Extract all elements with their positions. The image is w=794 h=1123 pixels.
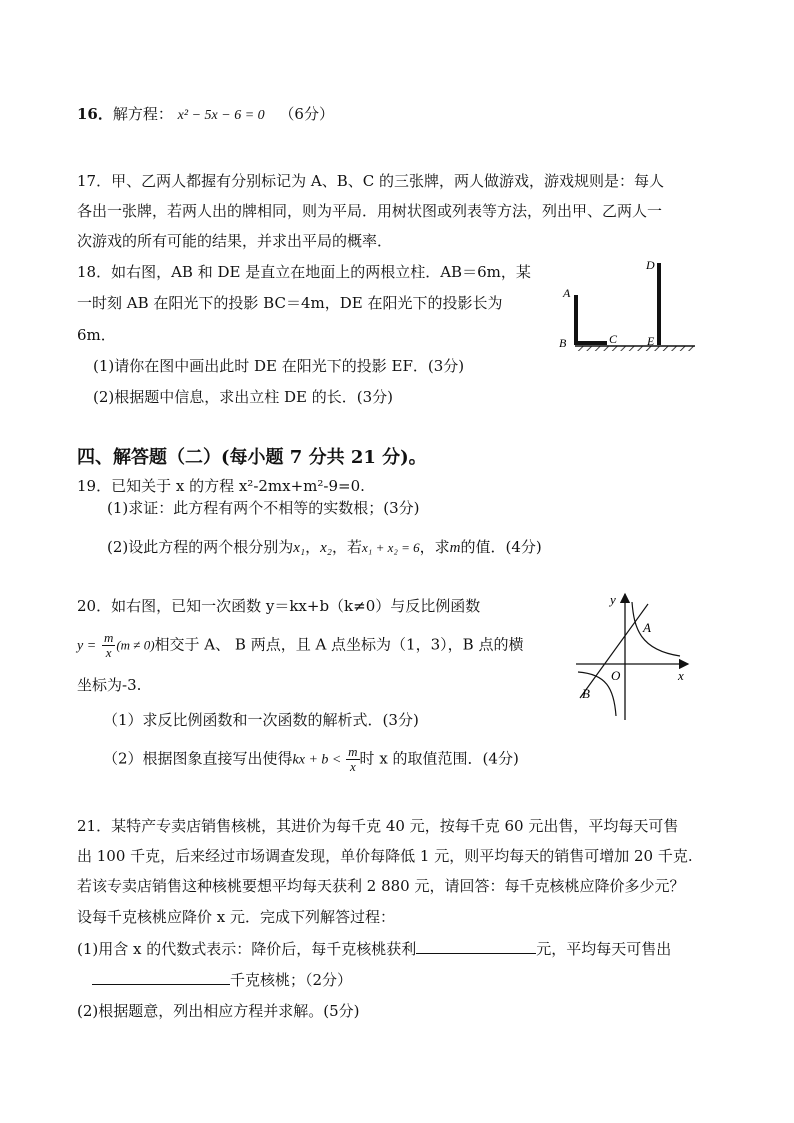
q17-line1: 17．甲、乙两人都握有分别标记为 A、B、C 的三张牌，两人做游戏，游戏规则是：每人 (77, 172, 664, 190)
q20-sub2 (103, 745, 519, 774)
q19-sub2-text-c: ，求 (419, 538, 450, 556)
q20-sub2-expr: kx + b < (292, 752, 342, 768)
q19-sub2-text-a: (2)设此方程的两个根分别为 (107, 538, 294, 556)
q19-line1: 19．已知关于 x 的方程 x²-2mx+m²-9=0. (77, 477, 365, 495)
q17-line2: 各出一张牌，若两人出的牌相同，则为平局．用树状图或列表等方法，列出甲、乙两人一 (77, 202, 663, 220)
q21-sub1-line2 (92, 970, 352, 990)
q19-condition: x₁ + x₂ = 6 (362, 540, 420, 555)
graph-label-b: B (582, 686, 590, 701)
q20-frac-den: x (105, 645, 112, 660)
q21-line2: 出 100 千克，后来经过市场调查发现，单价每降低 1 元，则平均每天的销售可增加 20 千克. (77, 847, 693, 865)
q16-equation: x² − 5x − 6 = 0 (177, 108, 265, 123)
q20-graph (568, 588, 698, 723)
q21-sub1-text-b: 元，平均每天可售出 (536, 940, 672, 958)
q20-frac-cond: (m ≠ 0) (116, 637, 155, 653)
graph-label-o: O (611, 668, 621, 683)
q19-sub2 (107, 537, 542, 558)
q21-line4: 设每千克核桃应降价 x 元．完成下列解答过程： (77, 908, 395, 926)
q19-sub2-text-d: 的值．(4分) (460, 538, 542, 556)
q16-number: 16． (77, 105, 113, 123)
q18-figure (555, 255, 700, 355)
q21-line3: 若该专卖店销售这种核桃要想平均每天获利 2 880 元，请回答：每千克核桃应降价多少元？ (77, 877, 685, 895)
question-16 (77, 104, 334, 126)
q20-line3: 坐标为-3. (77, 676, 142, 694)
graph-label-x: x (678, 668, 684, 683)
q20-sub2-text-b: 时 x 的取值范围．(4分) (359, 749, 519, 768)
q18-sub2: (2)根据题中信息，求出立柱 DE 的长．(3分) (93, 388, 394, 406)
linear-function-line (580, 604, 648, 698)
q21-sub1-line1 (77, 939, 671, 959)
q21-sub1-text-a: (1)用含 x 的代数式表示：降价后，每千克核桃获利 (77, 940, 417, 958)
q19-m: m (449, 540, 461, 556)
q20-line2 (77, 631, 523, 660)
q18-line2: 一时刻 AB 在阳光下的投影 BC＝4m，DE 在阳光下的投影长为 (77, 294, 503, 312)
q18-sub1: (1)请你在图中画出此时 DE 在阳光下的投影 EF．(3分) (93, 357, 465, 375)
graph-label-y: y (610, 592, 616, 607)
q20-sub2-fraction (346, 745, 359, 774)
label-a: A (563, 286, 571, 300)
q17-line3: 次游戏的所有可能的结果，并求出平局的概率． (77, 232, 393, 250)
q20-frac-lhs: y = (77, 638, 97, 654)
ground-hatch (575, 346, 695, 351)
q19-x1: x₁ (293, 540, 306, 556)
q19-sub2-sep: ， (305, 538, 321, 556)
label-b: B (559, 336, 567, 350)
q20-line1: 20．如右图，已知一次函数 y＝kx+b（k≠0）与反比例函数 (77, 597, 481, 615)
q18-line3: 6m． (77, 326, 116, 344)
label-d: D (646, 258, 655, 272)
graph-label-a: A (643, 620, 651, 635)
label-e: E (647, 334, 655, 348)
q16-text: 解方程： (112, 105, 173, 123)
q20-line2-rest: 相交于 A、 B 两点，且 A 点坐标为（1，3），B 点的横 (154, 635, 524, 654)
profit-per-kg-blank[interactable] (416, 939, 536, 954)
daily-sales-blank[interactable] (92, 970, 230, 985)
label-c: C (609, 332, 618, 346)
q20-frac-num: m (103, 630, 114, 645)
q21-sub2: (2)根据题意，列出相应方程并求解。(5分) (77, 1002, 360, 1020)
section-4-title: 四、解答题（二）(每小题 7 分共 21 分)。 (77, 447, 427, 468)
q16-score: （6分） (279, 105, 334, 123)
q19-sub2-text-b: ，若 (332, 538, 363, 556)
q20-sub2-text-a: （2）根据图象直接写出使得 (103, 749, 293, 768)
q21-line1: 21．某特产专卖店销售核桃，其进价为每千克 40 元，按每千克 60 元出售，平均每天可售 (77, 817, 679, 835)
hyperbola-branch-q1 (632, 602, 680, 656)
q18-line1: 18．如右图，AB 和 DE 是直立在地面上的两根立柱．AB＝6m，某 (77, 263, 531, 281)
q20-sub1: （1）求反比例函数和一次函数的解析式．(3分) (103, 711, 419, 729)
q19-sub1: (1)求证：此方程有两个不相等的实数根；(3分) (107, 499, 420, 517)
q19-x2: x₂ (320, 540, 333, 556)
q20-fraction (102, 631, 115, 660)
q20-sub2-den: x (349, 759, 356, 774)
q20-sub2-num: m (348, 744, 358, 759)
q21-sub1-text-c: 千克核桃；（2分） (230, 971, 353, 989)
